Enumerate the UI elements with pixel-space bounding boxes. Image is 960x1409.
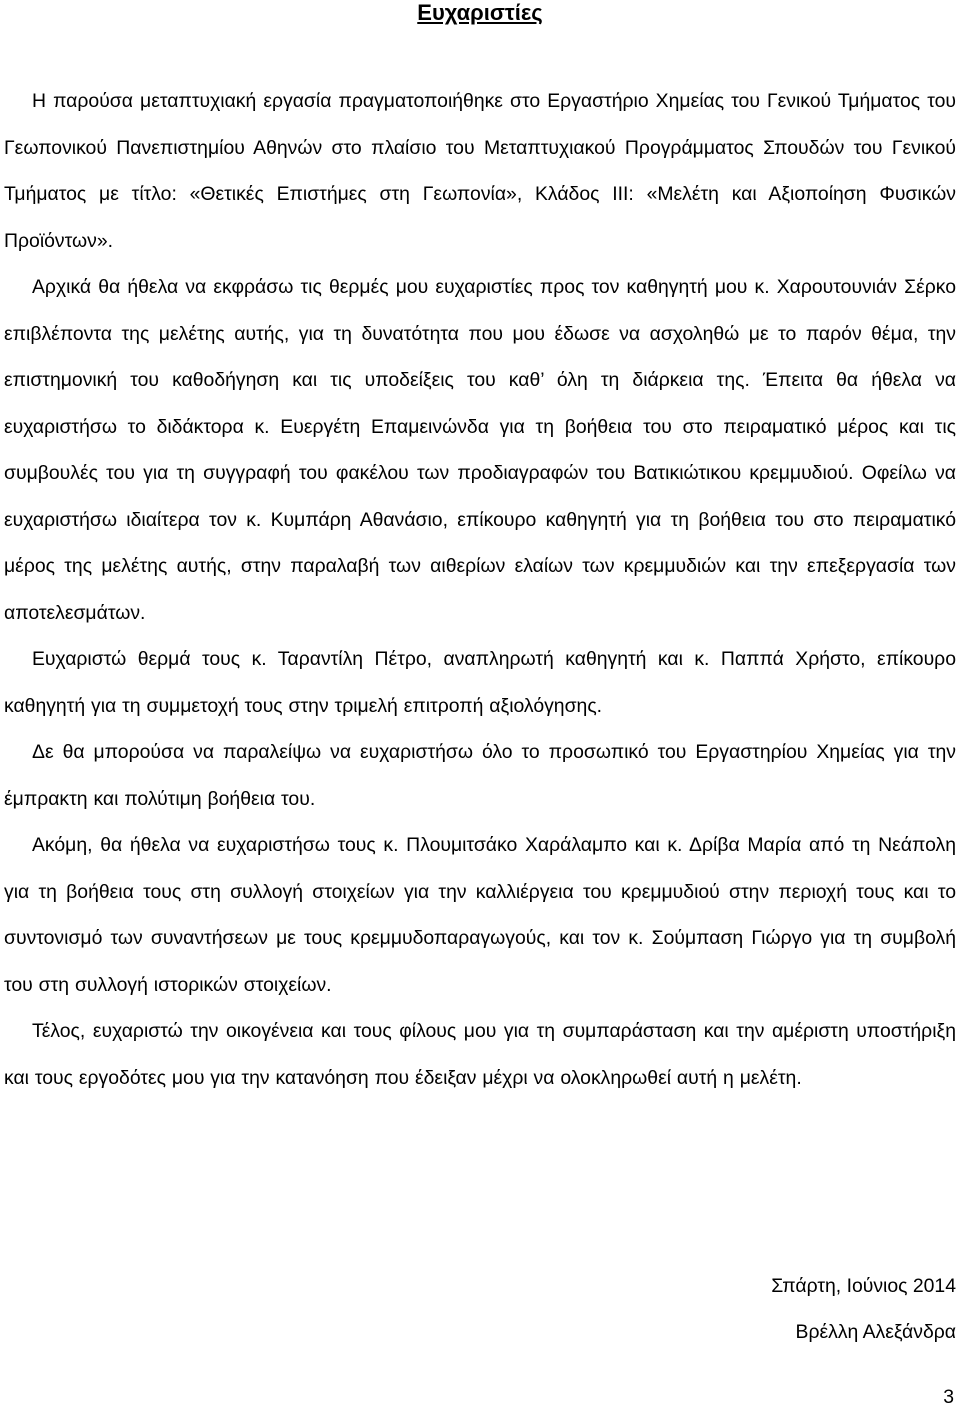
paragraph-committee: Ευχαριστώ θερμά τους κ. Ταραντίλη Πέτρο, αναπληρωτή καθηγητή και κ. Παππά Χρήστο, επίκουρο καθηγητή για τη συμμετοχή τους στην τριμελή επιτροπή αξιολόγησης. — [4, 648, 956, 717]
acknowledgements-body — [4, 78, 956, 1101]
paragraph-family: Τέλος, ευχαριστώ την οικογένεια και τους φίλους μου για τη συμπαράσταση και την αμέριστη υποστήριξη και τους εργοδότες μου για την κατανόηση που έδειξαν μέχρι να ολοκληρωθεί αυτή η μελέτη. — [4, 1020, 956, 1089]
page-number: 3 — [943, 1386, 954, 1408]
paragraph-intro: Η παρούσα μεταπτυχιακή εργασία πραγματοποιήθηκε στο Εργαστήριο Χημείας του Γενικού Τμήματος του Γεωπονικού Πανεπιστημίου Αθηνών στο πλαίσιο του Μεταπτυχιακού Προγράμματος Σπουδών του Γενικού Τμήματος με τίτλο: «Θετικές Επιστήμες στη Γεωπονία», Κλάδος ΙΙΙ: «Μελέτη και Αξιοποίηση Φυσικών Προϊόντων». — [4, 90, 956, 252]
paragraph-supervisor: Αρχικά θα ήθελα να εκφράσω τις θερμές μου ευχαριστίες προς τον καθηγητή μου κ. Χαρουτουνιάν Σέρκο επιβλέποντα της μελέτης αυτής, για τη δυνατότητα που μου έδωσε να ασχοληθώ με το παρόν θέμα, την επιστημονική του καθοδήγηση και τις υποδείξεις του καθ’ όλη τη διάρκεια της. Έπειτα θα ήθελα να ευχαριστήσω το διδάκτορα κ. Ευεργέτη Επαμεινώνδα για τη βοήθεια του στο πειραματικό μέρος και τις συμβουλές του για τη συγγραφή του φακέλου των προδιαγραφών του Βατικιώτικου κρεμμυδιού. Οφείλω να ευχαριστήσω ιδιαίτερα τον κ. Κυμπάρη Αθανάσιο, επίκουρο καθηγητή για τη βοήθεια του στο πειραματικό μέρος της μελέτης αυτής, στην παραλαβή των αιθερίων ελαίων των κρεμμυδιών και την επεξεργασία των αποτελεσμάτων. — [4, 276, 956, 624]
author-name: Βρέλλη Αλεξάνδρα — [795, 1321, 956, 1343]
paragraph-neapoli: Ακόμη, θα ήθελα να ευχαριστήσω τους κ. Πλουμιτσάκο Χαράλαμπο και κ. Δρίβα Μαρία από τη Νεάπολη για τη βοήθεια τους στη συλλογή στοιχείων για την καλλιέργεια του κρεμμυδιού στην περιοχή τους και το συντονισμό των συναντήσεων με τους κρεμμυδοπαραγωγούς, και τον κ. Σούμπαση Γιώργο για τη συμβολή του στη συλλογή ιστορικών στοιχείων. — [4, 834, 956, 996]
place-date: Σπάρτη, Ιούνιος 2014 — [771, 1275, 956, 1297]
page-title: Ευχαριστίες — [417, 0, 543, 25]
paragraph-lab-staff: Δε θα μπορούσα να παραλείψω να ευχαριστήσω όλο το προσωπικό του Εργαστηρίου Χημείας για την έμπρακτη και πολύτιμη βοήθεια του. — [4, 741, 956, 810]
